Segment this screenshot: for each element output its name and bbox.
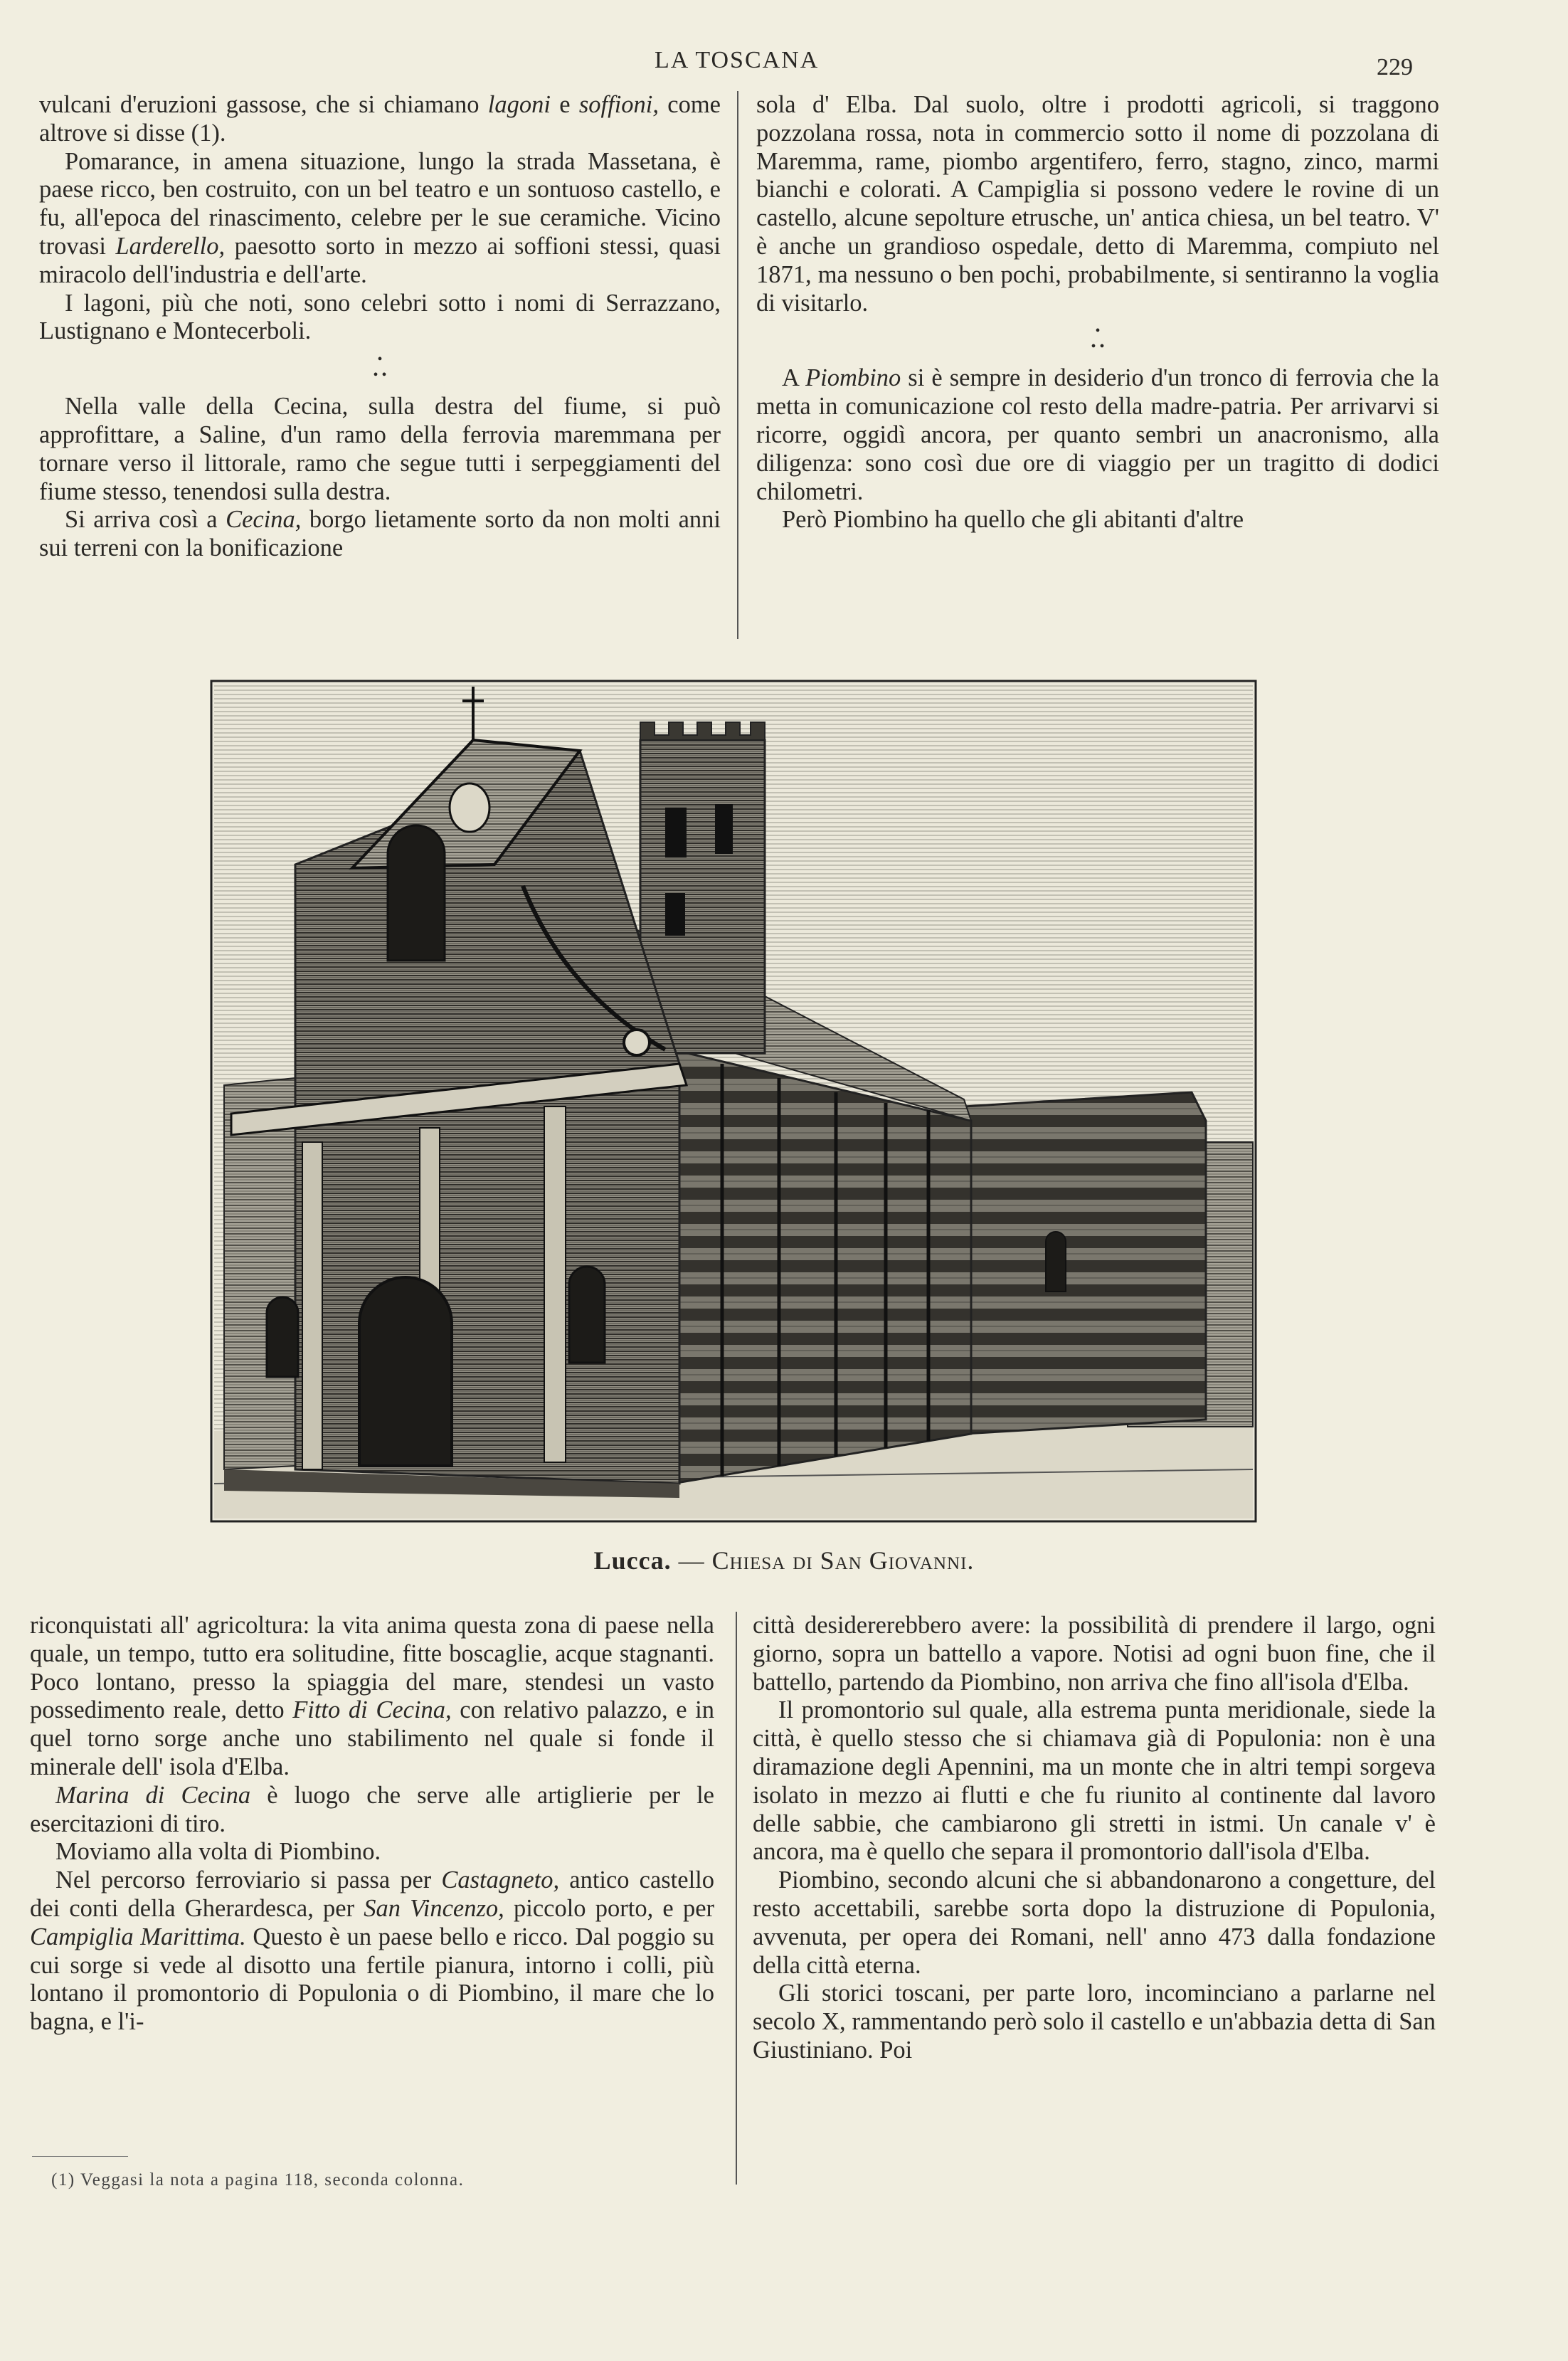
paragraph: Si arriva così a Cecina, borgo lietamente sorto da non molti anni sui terreni con la bonificazione <box>39 506 721 562</box>
paragraph: vulcani d'eruzioni gassose, che si chiamano lagoni e soffioni, come altrove si disse (1). <box>39 91 721 147</box>
paragraph: Moviamo alla volta di Piombino. <box>55 1838 381 1866</box>
column-rule <box>736 1612 737 2185</box>
paragraph: A Piombino si è sempre in desiderio d'un tronco di ferrovia che la metta in comunicazione col resto della madre-patria. Per arrivarvi si ricorre, oggidì ancora, per quanto sembri un anacronismo, alla diligenza: sono così due ore di viaggio per un tragitto di dodici chilometri. <box>756 364 1439 505</box>
paragraph: sola d' Elba. Dal suolo, oltre i prodotti agricoli, si traggono pozzolana rossa, nota in commercio sotto il nome di pozzolana di Maremma, rame, piombo argentifero, ferro, stagno, zinco, marmi bianchi e colorati. A Campiglia si possono vedere le rovine di un castello, alcune sepolture etrusche, un' antica chiesa, un bel teatro. V' è anche un grandioso ospedale, detto di Maremma, compiuto nel 1871, ma nessuno o ben pochi, probabilmente, si sentiranno la voglia di visitarlo. <box>756 91 1439 317</box>
paragraph: Marina di Cecina è luogo che serve alle artiglierie per le esercitazioni di tiro. <box>30 1781 714 1837</box>
figure-caption: Lucca. — Chiesa di San Giovanni. <box>593 1546 975 1575</box>
paragraph: Piombino, secondo alcuni che si abbandonarono a congetture, del resto accettabili, sarebbe sorta dopo la distruzione di Populonia, avvenuta, per opera dei Romani, nell' anno 473 dalla fondazione della città eterna. <box>753 1866 1436 1979</box>
paragraph: Nel percorso ferroviario si passa per Castagneto, antico castello dei conti della Gherardesca, per San Vincenzo, piccolo porto, e per Campiglia Marittima. Questo è un paese bello e ricco. Dal poggio su cui sorge si vede al disotto una fertile pianura, intorno i colli, più lontano il promontorio di Populonia o di Piombino, il mare che lo bagna, e l'i- <box>30 1866 714 2036</box>
bottom-left-column <box>30 1612 714 2037</box>
top-right-column <box>756 91 1439 534</box>
paragraph: Però Piombino ha quello che gli abitanti d'altre <box>782 506 1244 534</box>
bottom-right-column <box>753 1612 1436 2065</box>
paragraph: Il promontorio sul quale, alla estrema punta meridionale, siede la città, è quello stesso che si chiamava già di Populonia: non è una diramazione degli Apennini, ma un monte che in altri tempi sorgeva isolato in mezzo ai flutti e che fu riunito al continente dal lavoro delle sabbie, che cambiarono gli stretti in istmi. Un canale v' è ancora, ma è quello che separa il promontorio dall'isola d'Elba. <box>753 1696 1436 1866</box>
caption-place: Lucca. <box>593 1546 672 1575</box>
section-separator: • • • <box>373 352 387 384</box>
running-title: LA TOSCANA <box>655 47 820 73</box>
page-number: 229 <box>1377 54 1413 80</box>
page-header <box>0 47 1568 81</box>
section-separator: • • • <box>1091 323 1105 355</box>
footnote: (1) Veggasi la nota a pagina 118, seconda colonna. <box>51 2170 465 2190</box>
caption-title: Chiesa di San Giovanni. <box>711 1546 975 1575</box>
paragraph: città desidererebbero avere: la possibilità di prendere il largo, ogni giorno, sopra un battello a vapore. Notisi ad ogni buon fine, che il battello, partendo da Piombino, non arriva che fino all'isola d'Elba. <box>753 1612 1436 1696</box>
paragraph: I lagoni, più che noti, sono celebri sotto i nomi di Serrazzano, Lustignano e Montecerboli. <box>39 289 721 345</box>
paragraph: Pomarance, in amena situazione, lungo la strada Massetana, è paese ricco, ben costruito, con un bel teatro e un sontuoso castello, e fu, all'epoca del rinascimento, celebre per le sue ceramiche. Vicino trovasi Larderello, paesotto sorto in mezzo ai soffioni stessi, quasi miracolo dell'industria e dell'arte. <box>39 147 721 288</box>
paragraph: riconquistati all' agricoltura: la vita anima questa zona di paese nella quale, un tempo, tutto era solitudine, fitte boscaglie, acque stagnanti. Poco lontano, presso la spiaggia del mare, stendesi un vasto possedimento reale, detto Fitto di Cecina, con relativo palazzo, e in quel torno sorge anche uno stabilimento nel quale si fonde il minerale dell' isola d'Elba. <box>30 1612 715 1780</box>
column-rule <box>737 91 738 639</box>
paragraph: Gli storici toscani, per parte loro, incominciano a parlarne nel secolo X, rammentando però solo il castello e un'abbazia detta di San Giustiniano. Poi <box>753 1980 1436 2064</box>
top-left-column <box>39 91 721 563</box>
footnote-rule <box>32 2156 128 2157</box>
paragraph: Nella valle della Cecina, sulla destra del fiume, si può approfittare, a Saline, d'un ramo della ferrovia maremmana per tornare verso il littorale, ramo che segue tutti i serpeggiamenti del fiume stesso, tenendosi sulla destra. <box>39 393 721 505</box>
church-engraving <box>210 680 1257 1523</box>
